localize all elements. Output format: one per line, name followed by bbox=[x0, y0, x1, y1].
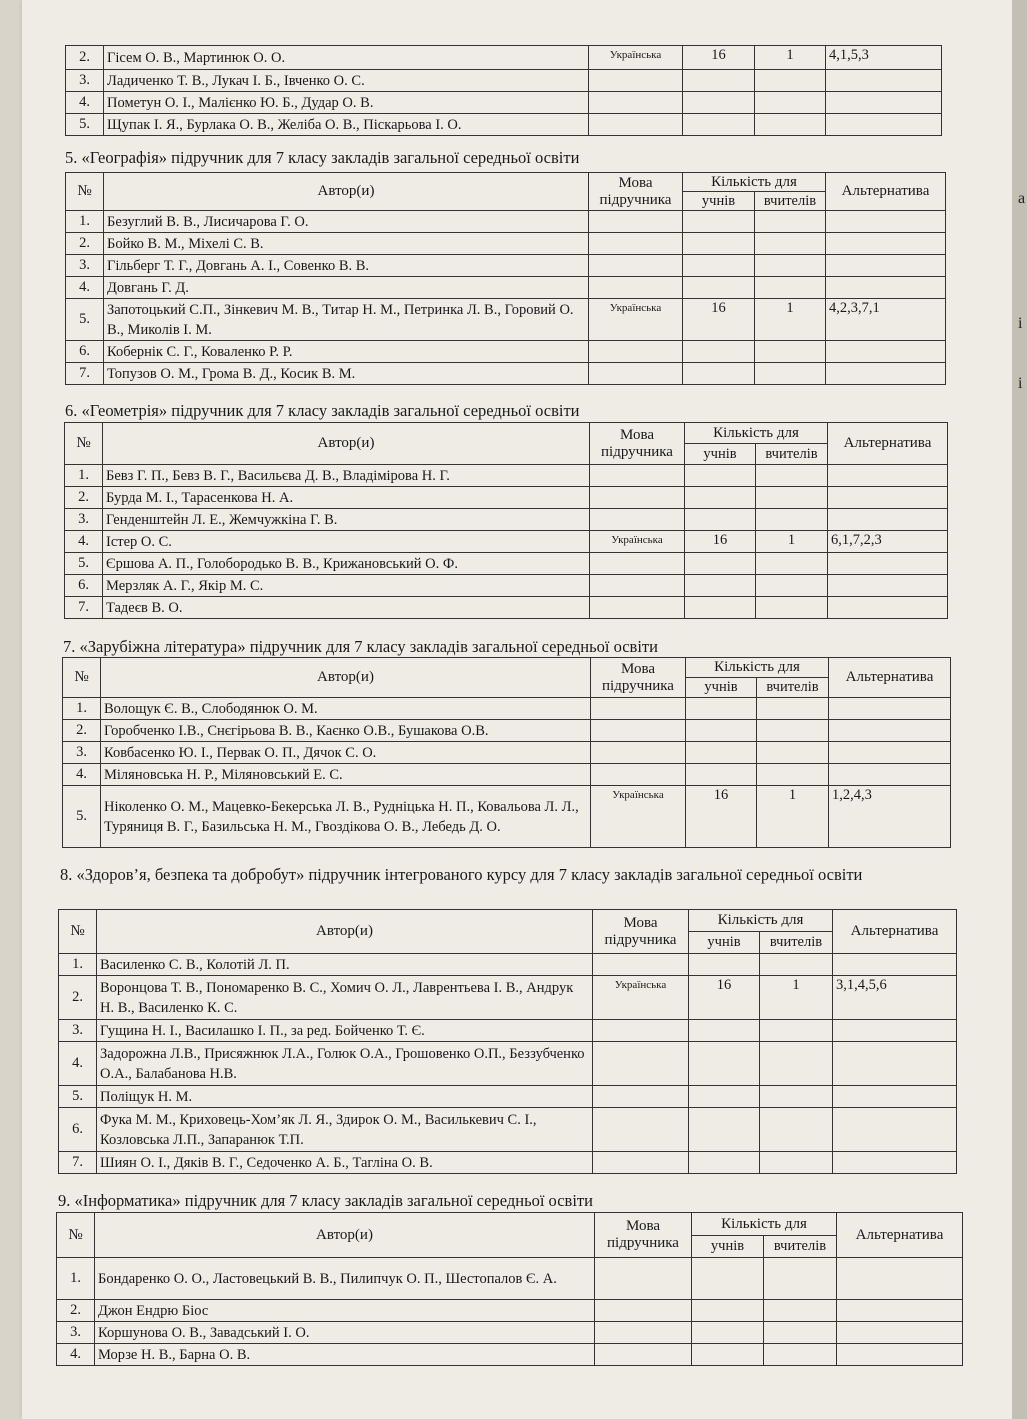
teachers-count-cell bbox=[764, 1344, 837, 1366]
students-count-cell bbox=[683, 341, 755, 363]
author-cell: Міляновська Н. Р., Міляновський Е. С. bbox=[101, 764, 591, 786]
alternative-cell: 1,2,4,3 bbox=[829, 786, 951, 848]
language-cell bbox=[589, 92, 683, 114]
table-row bbox=[59, 976, 957, 1020]
alternative-cell bbox=[829, 742, 951, 764]
row-number: 4. bbox=[57, 1344, 95, 1366]
students-count-cell bbox=[685, 509, 756, 531]
teachers-count-cell bbox=[760, 1042, 833, 1086]
language-cell bbox=[590, 597, 685, 619]
alternative-cell: 3,1,4,5,6 bbox=[833, 976, 957, 1020]
row-number: 5. bbox=[59, 1086, 97, 1108]
language-cell bbox=[589, 114, 683, 136]
alternative-cell: 4,1,5,3 bbox=[826, 46, 942, 70]
alternative-cell bbox=[829, 764, 951, 786]
author-cell: Єршова А. П., Голобородько В. В., Крижановський О. Ф. bbox=[103, 553, 590, 575]
row-number: 4. bbox=[65, 531, 103, 553]
col-language-header: Мова підручника bbox=[593, 910, 689, 954]
alternative-cell bbox=[828, 597, 948, 619]
section-title: 7. «Зарубіжна література» підручник для 7 класу закладів загальної середньої освіти bbox=[63, 637, 658, 656]
table-row bbox=[66, 211, 946, 233]
teachers-count-cell bbox=[755, 70, 826, 92]
author-cell: Щупак І. Я., Бурлака О. В., Желіба О. В., Піскарьова І. О. bbox=[104, 114, 589, 136]
col-teachers-header: вчителів bbox=[755, 192, 826, 211]
col-author-header: Автор(и) bbox=[97, 910, 593, 954]
author-cell: Задорожна Л.В., Присяжнюк Л.А., Голюк О.А., Грошовенко О.П., Беззубченко О.А., Балабанова Н.В. bbox=[97, 1042, 593, 1086]
author-cell: Горобченко І.В., Снєгірьова В. В., Каєнко О.В., Бушакова О.В. bbox=[101, 720, 591, 742]
table-row bbox=[65, 509, 948, 531]
alternative-cell bbox=[826, 211, 946, 233]
table-row bbox=[65, 575, 948, 597]
table-row bbox=[63, 764, 951, 786]
row-number: 2. bbox=[66, 233, 104, 255]
students-count-cell bbox=[683, 70, 755, 92]
col-count-header: Кількість для bbox=[692, 1213, 837, 1236]
teachers-count-cell: 1 bbox=[755, 299, 826, 341]
row-number: 5. bbox=[66, 299, 104, 341]
students-count-cell bbox=[683, 211, 755, 233]
table-row bbox=[66, 233, 946, 255]
col-language-header: Мова підручника bbox=[589, 173, 683, 211]
language-cell bbox=[590, 509, 685, 531]
table-row bbox=[66, 255, 946, 277]
row-number: 3. bbox=[66, 255, 104, 277]
col-number-header: № bbox=[66, 173, 104, 211]
alternative-cell bbox=[837, 1322, 963, 1344]
students-count-cell bbox=[689, 1020, 760, 1042]
col-students-header: учнів bbox=[683, 192, 755, 211]
author-cell: Воронцова Т. В., Пономаренко В. С., Хомич О. Л., Лаврентьева І. В., Андрук Н. В., Василенко К. С. bbox=[97, 976, 593, 1020]
alternative-cell bbox=[833, 1086, 957, 1108]
alternative-cell bbox=[828, 575, 948, 597]
col-author-header: Автор(и) bbox=[103, 423, 590, 465]
language-cell bbox=[593, 1152, 689, 1174]
alternative-cell bbox=[828, 487, 948, 509]
language-cell bbox=[593, 954, 689, 976]
row-number: 2. bbox=[66, 46, 104, 70]
students-count-cell bbox=[692, 1322, 764, 1344]
row-number: 7. bbox=[66, 363, 104, 385]
table-row bbox=[57, 1322, 963, 1344]
col-alternative-header: Альтернатива bbox=[829, 658, 951, 698]
teachers-count-cell bbox=[760, 1152, 833, 1174]
students-count-cell bbox=[683, 255, 755, 277]
col-teachers-header: вчителів bbox=[760, 932, 833, 954]
students-count-cell bbox=[686, 698, 757, 720]
table-row bbox=[57, 1258, 963, 1300]
language-cell: Українська bbox=[591, 786, 686, 848]
language-cell bbox=[593, 1042, 689, 1086]
students-count-cell bbox=[683, 363, 755, 385]
students-count-cell bbox=[686, 720, 757, 742]
author-cell: Бойко В. М., Міхелі С. В. bbox=[104, 233, 589, 255]
col-alternative-header: Альтернатива bbox=[837, 1213, 963, 1258]
language-cell bbox=[595, 1344, 692, 1366]
row-number: 3. bbox=[66, 70, 104, 92]
author-cell: Довгань Г. Д. bbox=[104, 277, 589, 299]
teachers-count-cell bbox=[755, 277, 826, 299]
table-row bbox=[57, 1300, 963, 1322]
language-cell bbox=[593, 1108, 689, 1152]
textbook-table bbox=[62, 657, 951, 848]
row-number: 4. bbox=[66, 92, 104, 114]
col-number-header: № bbox=[63, 658, 101, 698]
author-cell: Істер О. С. bbox=[103, 531, 590, 553]
students-count-cell bbox=[686, 742, 757, 764]
students-count-cell bbox=[683, 92, 755, 114]
table-row bbox=[65, 553, 948, 575]
author-cell: Гущина Н. І., Василашко І. П., за ред. Бойченко Т. Є. bbox=[97, 1020, 593, 1042]
table-row bbox=[59, 1042, 957, 1086]
header-row bbox=[59, 910, 957, 932]
row-number: 3. bbox=[59, 1020, 97, 1042]
row-number: 5. bbox=[63, 786, 101, 848]
author-cell: Морзе Н. В., Барна О. В. bbox=[95, 1344, 595, 1366]
edge-fragment: а bbox=[1018, 190, 1026, 207]
section-title: 6. «Геометрія» підручник для 7 класу закладів загальної середньої освіти bbox=[65, 401, 580, 420]
col-alternative-header: Альтернатива bbox=[826, 173, 946, 211]
table-row bbox=[66, 277, 946, 299]
language-cell bbox=[595, 1258, 692, 1300]
col-language-header: Мова підручника bbox=[590, 423, 685, 465]
col-teachers-header: вчителів bbox=[757, 678, 829, 698]
author-cell: Ніколенко О. М., Мацевко-Бекерська Л. В., Рудніцька Н. П., Ковальова Л. Л., Туряниця В. Г., Базильська Н. М., Гвоздікова О. В., Лебедь Д. О. bbox=[101, 786, 591, 848]
row-number: 7. bbox=[59, 1152, 97, 1174]
row-number: 3. bbox=[63, 742, 101, 764]
table-row bbox=[66, 341, 946, 363]
language-cell bbox=[591, 720, 686, 742]
students-count-cell bbox=[685, 465, 756, 487]
teachers-count-cell bbox=[756, 465, 828, 487]
students-count-cell bbox=[689, 1086, 760, 1108]
language-cell bbox=[589, 70, 683, 92]
teachers-count-cell bbox=[756, 575, 828, 597]
table-row bbox=[65, 597, 948, 619]
author-cell: Бевз Г. П., Бевз В. Г., Васильєва Д. В., Владімірова Н. Г. bbox=[103, 465, 590, 487]
author-cell: Джон Ендрю Біос bbox=[95, 1300, 595, 1322]
teachers-count-cell bbox=[756, 597, 828, 619]
author-cell: Кобернік С. Г., Коваленко Р. Р. bbox=[104, 341, 589, 363]
author-cell: Василенко С. В., Колотій Л. П. bbox=[97, 954, 593, 976]
teachers-count-cell bbox=[757, 764, 829, 786]
table-row bbox=[59, 1108, 957, 1152]
language-cell bbox=[589, 341, 683, 363]
alternative-cell bbox=[826, 363, 946, 385]
table-row bbox=[66, 363, 946, 385]
teachers-count-cell bbox=[757, 720, 829, 742]
language-cell bbox=[589, 211, 683, 233]
col-number-header: № bbox=[57, 1213, 95, 1258]
col-author-header: Автор(и) bbox=[95, 1213, 595, 1258]
students-count-cell bbox=[683, 114, 755, 136]
textbook-table bbox=[56, 1212, 963, 1366]
history-table-continuation bbox=[65, 45, 942, 136]
table-row bbox=[66, 70, 942, 92]
author-cell: Пометун О. І., Малієнко Ю. Б., Дудар О. В. bbox=[104, 92, 589, 114]
author-cell: Топузов О. М., Грома В. Д., Косик В. М. bbox=[104, 363, 589, 385]
alternative-cell bbox=[826, 70, 942, 92]
language-cell bbox=[591, 698, 686, 720]
alternative-cell bbox=[826, 114, 942, 136]
teachers-count-cell: 1 bbox=[757, 786, 829, 848]
language-cell bbox=[589, 277, 683, 299]
students-count-cell bbox=[692, 1258, 764, 1300]
edge-fragment: і bbox=[1018, 375, 1023, 392]
alternative-cell bbox=[833, 1042, 957, 1086]
language-cell bbox=[595, 1322, 692, 1344]
row-number: 1. bbox=[59, 954, 97, 976]
row-number: 2. bbox=[63, 720, 101, 742]
students-count-cell: 16 bbox=[683, 299, 755, 341]
alternative-cell bbox=[828, 553, 948, 575]
col-students-header: учнів bbox=[686, 678, 757, 698]
teachers-count-cell bbox=[764, 1258, 837, 1300]
teachers-count-cell bbox=[757, 698, 829, 720]
language-cell bbox=[590, 487, 685, 509]
students-count-cell bbox=[683, 277, 755, 299]
author-cell: Гісем О. В., Мартинюк О. О. bbox=[104, 46, 589, 70]
language-cell bbox=[593, 1020, 689, 1042]
author-cell: Генденштейн Л. Е., Жемчужкіна Г. В. bbox=[103, 509, 590, 531]
table-row bbox=[59, 1086, 957, 1108]
header-row bbox=[63, 658, 951, 678]
table-row bbox=[66, 92, 942, 114]
col-students-header: учнів bbox=[685, 444, 756, 465]
col-teachers-header: вчителів bbox=[764, 1236, 837, 1258]
header-row bbox=[57, 1213, 963, 1236]
edge-fragment: і bbox=[1018, 315, 1023, 332]
row-number: 3. bbox=[57, 1322, 95, 1344]
teachers-count-cell bbox=[755, 92, 826, 114]
language-cell: Українська bbox=[593, 976, 689, 1020]
table-row bbox=[59, 954, 957, 976]
teachers-count-cell bbox=[760, 954, 833, 976]
teachers-count-cell bbox=[760, 1108, 833, 1152]
language-cell bbox=[591, 764, 686, 786]
table-row bbox=[63, 720, 951, 742]
textbook-table bbox=[58, 909, 957, 1174]
alternative-cell bbox=[837, 1300, 963, 1322]
section-title: 8. «Здоров’я, безпека та добробут» підручник інтегрованого курсу для 7 класу закладів загальної середньої освіти bbox=[60, 865, 863, 884]
alternative-cell bbox=[837, 1344, 963, 1366]
students-count-cell: 16 bbox=[689, 976, 760, 1020]
alternative-cell: 4,2,3,7,1 bbox=[826, 299, 946, 341]
table-row bbox=[59, 1152, 957, 1174]
teachers-count-cell bbox=[755, 255, 826, 277]
students-count-cell: 16 bbox=[686, 786, 757, 848]
language-cell bbox=[590, 465, 685, 487]
author-cell: Поліщук Н. М. bbox=[97, 1086, 593, 1108]
students-count-cell bbox=[686, 764, 757, 786]
table-row bbox=[65, 487, 948, 509]
students-count-cell bbox=[683, 233, 755, 255]
students-count-cell bbox=[689, 954, 760, 976]
row-number: 1. bbox=[66, 211, 104, 233]
row-number: 6. bbox=[66, 341, 104, 363]
author-cell: Фука М. М., Криховець-Хом’як Л. Я., Здирок О. М., Василькевич С. І., Козловська Л.П., Запаранюк Т.П. bbox=[97, 1108, 593, 1152]
author-cell: Волощук Є. В., Слободянюк О. М. bbox=[101, 698, 591, 720]
col-alternative-header: Альтернатива bbox=[833, 910, 957, 954]
col-count-header: Кількість для bbox=[689, 910, 833, 932]
language-cell bbox=[590, 575, 685, 597]
language-cell bbox=[589, 233, 683, 255]
author-cell: Тадеєв В. О. bbox=[103, 597, 590, 619]
col-language-header: Мова підручника bbox=[595, 1213, 692, 1258]
alternative-cell bbox=[837, 1258, 963, 1300]
students-count-cell: 16 bbox=[683, 46, 755, 70]
col-count-header: Кількість для bbox=[686, 658, 829, 678]
table-row bbox=[63, 742, 951, 764]
row-number: 4. bbox=[66, 277, 104, 299]
alternative-cell bbox=[826, 233, 946, 255]
students-count-cell bbox=[685, 553, 756, 575]
alternative-cell bbox=[833, 954, 957, 976]
author-cell: Бондаренко О. О., Ластовецький В. В., Пилипчук О. П., Шестопалов Є. А. bbox=[95, 1258, 595, 1300]
language-cell: Українська bbox=[589, 46, 683, 70]
language-cell bbox=[591, 742, 686, 764]
col-language-header: Мова підручника bbox=[591, 658, 686, 698]
teachers-count-cell: 1 bbox=[756, 531, 828, 553]
section-title: 9. «Інформатика» підручник для 7 класу закладів загальної середньої освіти bbox=[58, 1191, 593, 1210]
table-row bbox=[66, 114, 942, 136]
language-cell: Українська bbox=[589, 299, 683, 341]
language-cell bbox=[595, 1300, 692, 1322]
alternative-cell bbox=[826, 255, 946, 277]
col-author-header: Автор(и) bbox=[101, 658, 591, 698]
row-number: 3. bbox=[65, 509, 103, 531]
col-students-header: учнів bbox=[689, 932, 760, 954]
row-number: 1. bbox=[63, 698, 101, 720]
author-cell: Мерзляк А. Г., Якір М. С. bbox=[103, 575, 590, 597]
alternative-cell bbox=[833, 1108, 957, 1152]
table-row bbox=[63, 698, 951, 720]
table-row bbox=[65, 531, 948, 553]
col-alternative-header: Альтернатива bbox=[828, 423, 948, 465]
table-row bbox=[57, 1344, 963, 1366]
students-count-cell bbox=[689, 1042, 760, 1086]
students-count-cell: 16 bbox=[685, 531, 756, 553]
alternative-cell bbox=[829, 720, 951, 742]
teachers-count-cell: 1 bbox=[755, 46, 826, 70]
table-row bbox=[65, 465, 948, 487]
teachers-count-cell bbox=[755, 341, 826, 363]
col-count-header: Кількість для bbox=[683, 173, 826, 192]
alternative-cell bbox=[826, 277, 946, 299]
textbook-table bbox=[65, 172, 946, 385]
alternative-cell: 6,1,7,2,3 bbox=[828, 531, 948, 553]
teachers-count-cell bbox=[764, 1300, 837, 1322]
teachers-count-cell bbox=[755, 211, 826, 233]
teachers-count-cell bbox=[755, 114, 826, 136]
section-title: 5. «Географія» підручник для 7 класу закладів загальної середньої освіти bbox=[65, 148, 580, 167]
author-cell: Гільберг Т. Г., Довгань А. І., Совенко В. В. bbox=[104, 255, 589, 277]
teachers-count-cell bbox=[757, 742, 829, 764]
language-cell bbox=[593, 1086, 689, 1108]
table-row bbox=[63, 786, 951, 848]
col-teachers-header: вчителів bbox=[756, 444, 828, 465]
alternative-cell bbox=[833, 1152, 957, 1174]
teachers-count-cell bbox=[756, 509, 828, 531]
row-number: 6. bbox=[59, 1108, 97, 1152]
teachers-count-cell bbox=[755, 233, 826, 255]
teachers-count-cell bbox=[760, 1020, 833, 1042]
row-number: 4. bbox=[59, 1042, 97, 1086]
author-cell: Ладиченко Т. В., Лукач І. Б., Івченко О. С. bbox=[104, 70, 589, 92]
students-count-cell bbox=[685, 487, 756, 509]
header-row bbox=[65, 423, 948, 444]
row-number: 2. bbox=[59, 976, 97, 1020]
author-cell: Ковбасенко Ю. І., Первак О. П., Дячок С. О. bbox=[101, 742, 591, 764]
header-row bbox=[66, 173, 946, 192]
teachers-count-cell bbox=[755, 363, 826, 385]
students-count-cell bbox=[685, 597, 756, 619]
alternative-cell bbox=[829, 698, 951, 720]
row-number: 1. bbox=[57, 1258, 95, 1300]
alternative-cell bbox=[826, 92, 942, 114]
language-cell bbox=[589, 255, 683, 277]
row-number: 7. bbox=[65, 597, 103, 619]
col-students-header: учнів bbox=[692, 1236, 764, 1258]
students-count-cell bbox=[689, 1108, 760, 1152]
author-cell: Запотоцький С.П., Зінкевич М. В., Титар Н. М., Петринка Л. В., Горовий О. В., Миколів І. М. bbox=[104, 299, 589, 341]
teachers-count-cell: 1 bbox=[760, 976, 833, 1020]
students-count-cell bbox=[685, 575, 756, 597]
row-number: 5. bbox=[66, 114, 104, 136]
teachers-count-cell bbox=[756, 487, 828, 509]
row-number: 4. bbox=[63, 764, 101, 786]
col-count-header: Кількість для bbox=[685, 423, 828, 444]
row-number: 2. bbox=[65, 487, 103, 509]
col-author-header: Автор(и) bbox=[104, 173, 589, 211]
col-number-header: № bbox=[65, 423, 103, 465]
author-cell: Бурда М. І., Тарасенкова Н. А. bbox=[103, 487, 590, 509]
language-cell: Українська bbox=[590, 531, 685, 553]
language-cell bbox=[589, 363, 683, 385]
table-row bbox=[59, 1020, 957, 1042]
alternative-cell bbox=[833, 1020, 957, 1042]
alternative-cell bbox=[828, 509, 948, 531]
teachers-count-cell bbox=[764, 1322, 837, 1344]
row-number: 2. bbox=[57, 1300, 95, 1322]
alternative-cell bbox=[828, 465, 948, 487]
table-row bbox=[66, 46, 942, 70]
row-number: 6. bbox=[65, 575, 103, 597]
students-count-cell bbox=[689, 1152, 760, 1174]
textbook-table bbox=[64, 422, 948, 619]
row-number: 1. bbox=[65, 465, 103, 487]
students-count-cell bbox=[692, 1300, 764, 1322]
students-count-cell bbox=[692, 1344, 764, 1366]
teachers-count-cell bbox=[760, 1086, 833, 1108]
author-cell: Безуглий В. В., Лисичарова Г. О. bbox=[104, 211, 589, 233]
language-cell bbox=[590, 553, 685, 575]
page-edge bbox=[1012, 0, 1027, 1419]
col-number-header: № bbox=[59, 910, 97, 954]
teachers-count-cell bbox=[756, 553, 828, 575]
author-cell: Коршунова О. В., Завадський І. О. bbox=[95, 1322, 595, 1344]
alternative-cell bbox=[826, 341, 946, 363]
author-cell: Шиян О. І., Дяків В. Г., Седоченко А. Б., Тагліна О. В. bbox=[97, 1152, 593, 1174]
row-number: 5. bbox=[65, 553, 103, 575]
table-row bbox=[66, 299, 946, 341]
